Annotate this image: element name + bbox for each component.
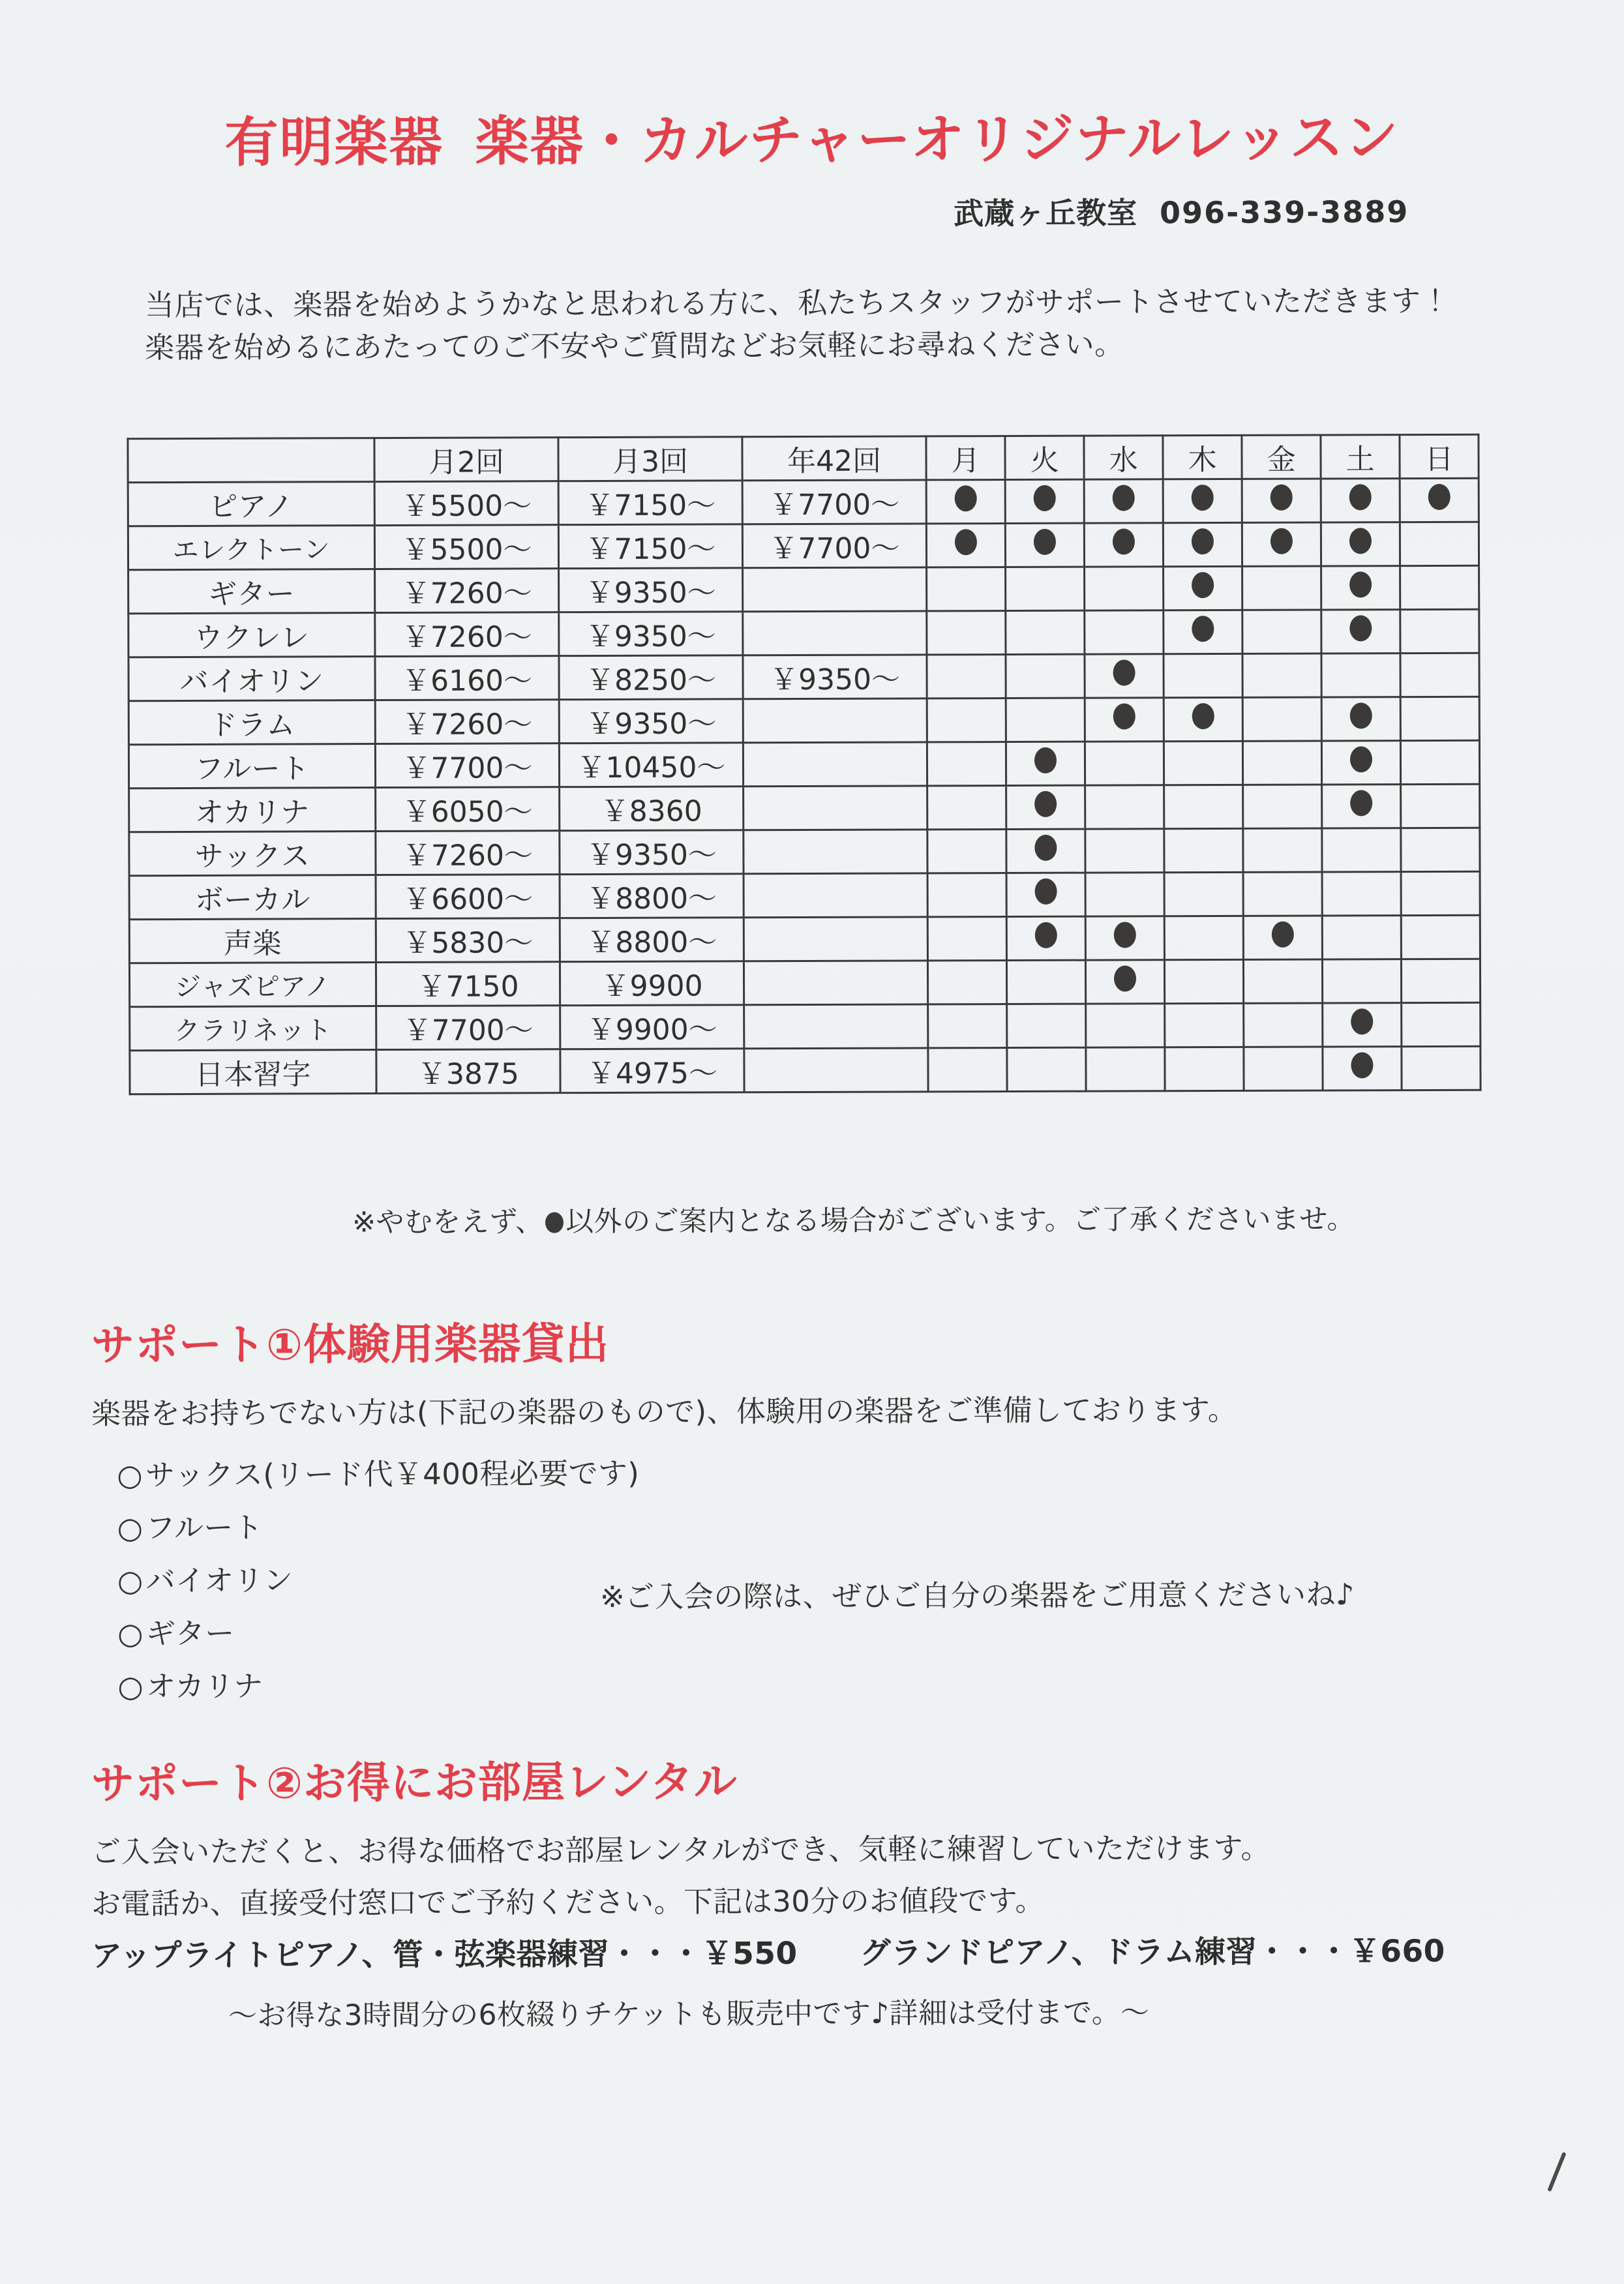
cell-day-thu [1164, 741, 1242, 785]
cell-day-fri [1242, 479, 1321, 522]
cell-day-fri [1242, 610, 1321, 654]
cell-price-monthly2: ￥3875 [376, 1049, 560, 1094]
support1-heading: サポート①体験用楽器貸出 [91, 1318, 610, 1371]
cell-price-monthly3: ￥9350〜 [559, 612, 743, 656]
cell-instrument-name: バイオリン [128, 657, 375, 701]
cell-day-tue [1006, 567, 1085, 610]
cell-day-sat [1322, 916, 1401, 959]
support1-note: ※ご入会の際は、ぜひご自分の楽器をご用意くださいね♪ [599, 1576, 1355, 1615]
cell-day-mon [927, 742, 1006, 786]
cell-day-fri [1243, 828, 1322, 872]
cell-price-yearly42 [744, 786, 927, 830]
cell-day-sun [1400, 609, 1479, 653]
cell-day-mon [927, 830, 1006, 873]
cell-day-wed [1085, 698, 1164, 742]
cell-day-mon [927, 917, 1006, 961]
filled-circle-icon [1349, 571, 1372, 597]
cell-instrument-name: オカリナ [129, 788, 376, 832]
cell-day-sun [1401, 828, 1480, 871]
filled-circle-icon [1113, 703, 1135, 729]
cell-day-sun [1401, 915, 1480, 959]
filled-circle-icon [1350, 702, 1372, 729]
cell-price-monthly3: ￥8800〜 [560, 918, 744, 962]
filled-circle-icon [955, 485, 977, 511]
cell-price-monthly2: ￥5500〜 [374, 481, 558, 526]
rental-price-grand: グランドピアノ、ドラム練習・・・￥660 [860, 1933, 1445, 1972]
cell-price-yearly42 [743, 699, 927, 743]
cell-instrument-name: ピアノ [128, 482, 374, 526]
cell-day-wed [1085, 567, 1164, 610]
filled-circle-icon [1349, 484, 1372, 510]
column-header-instrument [128, 438, 374, 483]
support1-lead-text: 楽器をお持ちでない方は(下記の楽器のもので)、体験用の楽器をご準備しております。 [91, 1392, 1238, 1432]
cell-day-thu [1164, 697, 1242, 741]
cell-day-wed [1085, 610, 1164, 654]
cell-price-yearly42: ￥7700〜 [742, 480, 926, 524]
cell-day-mon [927, 961, 1006, 1004]
table-row [128, 565, 1479, 614]
cell-instrument-name: 日本習字 [130, 1050, 376, 1094]
cell-day-fri [1242, 566, 1321, 610]
cell-day-mon [927, 786, 1006, 830]
filled-circle-icon [1192, 616, 1214, 642]
intro-line-2: 楽器を始めるにあたってのご不安やご質問などお気軽にお尋ねください。 [145, 327, 1124, 365]
cell-instrument-name: フルート [128, 744, 375, 789]
cell-day-sun [1400, 522, 1479, 565]
cell-day-thu [1164, 785, 1243, 828]
cell-price-monthly3: ￥4975〜 [560, 1049, 744, 1093]
cell-day-fri [1243, 916, 1322, 959]
cell-day-wed [1085, 873, 1164, 916]
cell-day-sun [1400, 478, 1479, 522]
branch-name: 武蔵ヶ丘教室 [953, 195, 1137, 232]
cell-day-sat [1321, 654, 1400, 697]
cell-day-fri [1243, 785, 1322, 828]
cell-day-sun [1402, 1046, 1481, 1090]
cell-day-thu [1164, 610, 1242, 654]
cell-price-monthly2: ￥7700〜 [375, 744, 559, 788]
footnote-prefix: ※やむをえず、 [352, 1205, 544, 1239]
filled-circle-icon [1351, 1008, 1373, 1034]
cell-day-thu [1164, 654, 1242, 697]
cell-price-monthly3: ￥10450〜 [559, 743, 743, 787]
cell-price-monthly2: ￥7700〜 [376, 1006, 560, 1050]
cell-day-sat [1322, 872, 1401, 916]
cell-day-sun [1400, 565, 1479, 609]
table-row [128, 697, 1479, 745]
cell-day-wed [1084, 479, 1163, 523]
filled-circle-icon [1192, 485, 1214, 511]
column-header-1: 月2回 [374, 438, 558, 482]
cell-day-thu [1163, 479, 1242, 522]
cell-day-mon [927, 655, 1006, 699]
cell-day-tue [1005, 523, 1084, 567]
cell-day-tue [1006, 829, 1085, 873]
cell-day-thu [1164, 828, 1243, 872]
cell-instrument-name: サックス [129, 832, 376, 876]
cell-day-tue [1006, 960, 1085, 1004]
cell-day-sat [1321, 522, 1400, 566]
cell-day-mon [928, 1048, 1007, 1092]
filled-circle-icon [1350, 790, 1372, 816]
phone-number: 096-339-3889 [1159, 194, 1409, 231]
filled-circle-icon [1271, 484, 1293, 510]
cell-day-sun [1400, 697, 1479, 740]
list-item: ○ オカリナ [117, 1670, 640, 1702]
cell-day-mon [927, 611, 1006, 655]
cell-day-tue [1007, 1004, 1086, 1047]
intro-text [145, 280, 1451, 369]
filled-circle-icon [1035, 878, 1057, 904]
cell-price-monthly2: ￥6050〜 [376, 787, 560, 832]
cell-day-mon [927, 567, 1006, 611]
filled-circle-icon [1034, 485, 1056, 511]
handwritten-page-mark [1547, 2152, 1567, 2192]
cell-day-fri [1242, 654, 1321, 697]
cell-day-mon [928, 1004, 1007, 1048]
cell-price-yearly42: ￥7700〜 [742, 524, 926, 568]
cell-day-thu [1164, 566, 1242, 610]
cell-day-sat [1322, 959, 1401, 1003]
filled-circle-icon [1428, 483, 1451, 509]
price-schedule-table [127, 434, 1481, 1096]
column-header-3: 年42回 [742, 436, 926, 481]
title-shop-name: 有明楽器 [224, 111, 444, 174]
cell-day-fri [1244, 1047, 1323, 1090]
list-item: ○ ギター [117, 1617, 640, 1649]
cell-day-thu [1163, 522, 1242, 566]
support2-heading: サポート②お得にお部屋レンタル [91, 1756, 738, 1809]
cell-day-wed [1085, 916, 1164, 960]
cell-price-monthly3: ￥8250〜 [559, 655, 743, 700]
cell-instrument-name: ジャズピアノ [129, 963, 376, 1007]
cell-price-monthly3: ￥9350〜 [559, 699, 743, 744]
filled-circle-icon [955, 529, 977, 555]
cell-day-wed [1085, 654, 1164, 698]
cell-price-monthly2: ￥7260〜 [376, 831, 560, 875]
cell-day-sun [1401, 959, 1480, 1002]
filled-circle-icon [1271, 528, 1293, 554]
column-header-6: 水 [1084, 436, 1163, 479]
filled-circle-icon [1349, 528, 1372, 554]
cell-day-thu [1164, 916, 1243, 959]
cell-price-yearly42 [744, 917, 927, 961]
cell-price-monthly3: ￥9900 [560, 961, 744, 1006]
table-row [129, 915, 1480, 963]
cell-price-monthly3: ￥8800〜 [560, 874, 744, 918]
table-row [128, 609, 1479, 657]
cell-day-sat [1323, 1047, 1402, 1090]
cell-day-sun [1401, 871, 1480, 915]
cell-day-mon [927, 699, 1006, 742]
cell-price-monthly2: ￥7260〜 [375, 700, 559, 744]
list-item: ○ フルート [117, 1512, 640, 1543]
table-row [128, 653, 1479, 701]
cell-day-sun [1400, 653, 1479, 697]
intro-line-1: 当店では、楽器を始めようかなと思われる方に、私たちスタッフがサポートさせていただきます！ [144, 283, 1451, 323]
cell-day-tue [1005, 479, 1084, 523]
title-subject: 楽器・カルチャーオリジナルレッスン [475, 107, 1400, 173]
filled-circle-icon [1034, 747, 1057, 773]
cell-day-fri [1244, 1003, 1323, 1047]
cell-day-sat [1321, 479, 1400, 522]
table-head [128, 434, 1479, 483]
filled-circle-icon [1351, 1052, 1373, 1078]
support2-ticket-note: 〜お得な3時間分の6枚綴りチケットも販売中です♪詳細は受付まで。〜 [228, 1996, 1150, 2033]
cell-day-tue [1006, 654, 1085, 698]
column-header-4: 月 [926, 436, 1005, 480]
cell-price-yearly42 [744, 1004, 928, 1049]
table-header-row [128, 434, 1479, 483]
cell-day-fri [1242, 741, 1321, 785]
table-row [129, 784, 1480, 832]
cell-day-wed [1085, 829, 1164, 873]
cell-day-mon [926, 480, 1005, 524]
cell-price-yearly42 [744, 873, 927, 918]
filled-circle-icon [1192, 572, 1214, 598]
cell-day-thu [1165, 1003, 1244, 1047]
table-row [128, 478, 1479, 526]
cell-day-tue [1006, 916, 1085, 960]
filled-circle-icon [1113, 528, 1135, 554]
support2-line-1: ご入会いただくと、お得な価格でお部屋レンタルができ、気軽に練習していただけます。 [91, 1830, 1271, 1870]
cell-day-wed [1085, 742, 1164, 785]
cell-price-yearly42 [743, 611, 927, 655]
filled-circle-icon [1349, 615, 1372, 641]
cell-price-monthly3: ￥7150〜 [558, 524, 742, 569]
cell-day-tue [1006, 698, 1085, 742]
list-item: ○ サックス(リード代￥400程必要です) [117, 1459, 639, 1490]
cell-day-thu [1165, 1047, 1244, 1090]
cell-price-monthly2: ￥5500〜 [374, 525, 558, 569]
room-rental-prices [91, 1927, 1445, 1975]
cell-price-yearly42 [743, 567, 927, 612]
list-item: ○ バイオリン [117, 1565, 640, 1596]
rental-price-upright: アップライトピアノ、管・弦楽器練習・・・￥550 [91, 1935, 798, 1974]
cell-price-yearly42: ￥9350〜 [743, 655, 927, 699]
column-header-7: 木 [1163, 435, 1242, 479]
cell-day-fri [1243, 959, 1322, 1003]
cell-instrument-name: エレクトーン [128, 526, 374, 570]
column-header-8: 金 [1242, 435, 1321, 479]
cell-instrument-name: ボーカル [129, 875, 376, 920]
table-row [130, 1046, 1481, 1094]
cell-day-sun [1401, 784, 1480, 828]
cell-price-monthly3: ￥9900〜 [560, 1005, 744, 1049]
page-title [0, 95, 1624, 178]
footnote-suffix: 以外のご案内となる場合がございます。ご了承くださいませ。 [565, 1203, 1355, 1239]
cell-price-monthly2: ￥6600〜 [376, 875, 560, 919]
cell-day-fri [1242, 522, 1321, 566]
filled-circle-icon [545, 1212, 564, 1233]
filled-circle-icon [1114, 965, 1136, 991]
cell-day-sun [1402, 1002, 1481, 1046]
cell-instrument-name: クラリネット [130, 1006, 376, 1051]
filled-circle-icon [1034, 834, 1057, 860]
table-row [129, 828, 1480, 876]
cell-day-tue [1006, 742, 1085, 785]
cell-price-yearly42 [744, 830, 927, 874]
filled-circle-icon [1034, 790, 1057, 817]
cell-instrument-name: ギター [128, 569, 375, 614]
filled-circle-icon [1192, 703, 1214, 729]
cell-day-thu [1164, 959, 1243, 1003]
cell-day-thu [1164, 872, 1243, 916]
filled-circle-icon [1114, 922, 1136, 948]
cell-price-monthly2: ￥7150 [376, 962, 560, 1006]
cell-day-wed [1086, 1047, 1165, 1091]
cell-day-tue [1007, 1047, 1086, 1091]
cell-day-fri [1243, 872, 1322, 916]
cell-price-yearly42 [743, 742, 927, 787]
column-header-5: 火 [1005, 436, 1084, 479]
cell-day-wed [1085, 785, 1164, 829]
table-body [128, 478, 1481, 1094]
cell-day-mon [926, 524, 1005, 567]
cell-price-monthly2: ￥7260〜 [375, 612, 559, 657]
table-row [128, 522, 1479, 570]
table-row [130, 1002, 1481, 1051]
cell-day-mon [927, 873, 1006, 917]
cell-price-monthly3: ￥9350〜 [560, 830, 744, 875]
filled-circle-icon [1113, 659, 1135, 685]
cell-day-fri [1242, 697, 1321, 741]
filled-circle-icon [1034, 528, 1056, 554]
table-footnote [352, 1197, 1355, 1240]
column-header-10: 日 [1400, 434, 1479, 478]
cell-price-yearly42 [744, 1048, 928, 1092]
filled-circle-icon [1113, 485, 1135, 511]
filled-circle-icon [1350, 746, 1372, 772]
cell-price-yearly42 [744, 961, 927, 1005]
cell-price-monthly3: ￥8360 [560, 787, 744, 831]
filled-circle-icon [1192, 528, 1214, 554]
column-header-9: 土 [1321, 435, 1400, 479]
table-row [129, 959, 1480, 1007]
table-row [128, 740, 1479, 789]
cell-day-sat [1321, 741, 1400, 785]
cell-day-tue [1006, 785, 1085, 829]
cell-day-sun [1400, 740, 1479, 784]
cell-day-sat [1321, 610, 1400, 654]
cell-day-sat [1321, 566, 1400, 610]
cell-day-sat [1321, 697, 1400, 741]
cell-price-monthly2: ￥6160〜 [375, 656, 559, 700]
rental-instrument-list [91, 1456, 640, 1725]
table-row [129, 871, 1480, 920]
cell-instrument-name: 声楽 [129, 919, 376, 963]
cell-day-sat [1323, 1003, 1402, 1047]
cell-day-sat [1322, 828, 1401, 872]
cell-price-monthly2: ￥7260〜 [375, 569, 559, 613]
cell-day-wed [1084, 523, 1163, 567]
cell-day-wed [1085, 960, 1164, 1004]
cell-price-monthly3: ￥7150〜 [558, 481, 742, 525]
cell-instrument-name: ドラム [128, 700, 375, 745]
cell-day-tue [1006, 610, 1085, 654]
filled-circle-icon [1035, 922, 1057, 948]
cell-day-sat [1322, 785, 1401, 828]
branch-contact [954, 188, 1409, 233]
cell-instrument-name: ウクレレ [128, 613, 375, 657]
column-header-2: 月3回 [558, 437, 742, 481]
cell-day-wed [1086, 1004, 1165, 1047]
cell-day-tue [1006, 873, 1085, 916]
support2-line-2: お電話か、直接受付窓口でご予約ください。下記は30分のお値段です。 [91, 1883, 1045, 1921]
filled-circle-icon [1272, 921, 1294, 947]
price-table-wrapper [127, 434, 1481, 1096]
cell-price-monthly3: ￥9350〜 [559, 568, 743, 612]
cell-price-monthly2: ￥5830〜 [376, 918, 560, 963]
